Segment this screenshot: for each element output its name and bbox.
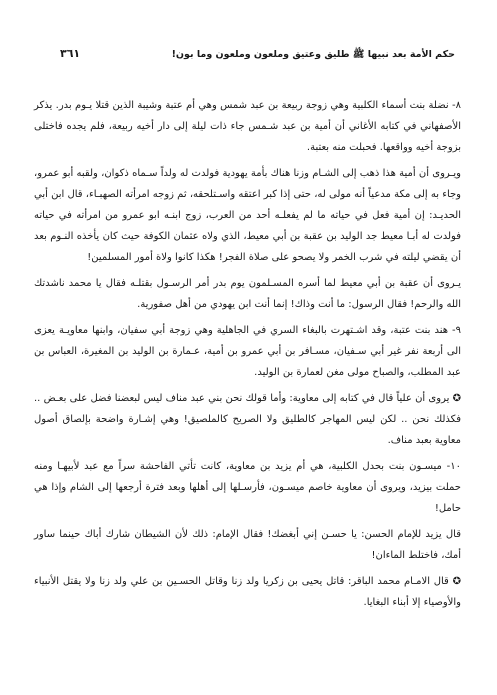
paragraph-8: ٨- نضلة بنت أسماء الكلبية وهي زوجة ربيعة بن عبد شمس وهي أم عتبة وشيبة الذين قتلا يـوم بدر. يذكر الأصفهاني في كتابه الأغاني أن أمية بن عبد شـمس جاء ذات ليلة إلى دار أخيه ربيعة، فلم يجده فاختلى بزوجة أخيه وواقعها. فحبلت منه بعتبة. — [34, 100, 461, 153]
paragraph-uqba: يـروى أن عقبة بن أبي معيط لما أسره المسـلمون يوم بدر أمر الرسـول بقتلـه فقال يا محمد ناشدتك الله والرحم! فقال الرسول: ما أنت وذاك! إنما أنت ابن يهودي من أهل صفورية. — [34, 278, 461, 310]
paragraph-9: ٩- هند بنت عتبة، وقد اشـتهرت بالبغاء السري في الجاهلية وهي زوجة أبي سفيان، وابنها معاويـة يعزى الى أربعة نفر غير أبي سـفيان، مسـافر بن أبي عمرو بن أمية، عـمارة بن الوليد بن المغيرة، العباس بن عبد المطلب، والصباح مولى مغن لعمارة بن الوليد. — [34, 325, 461, 378]
page-number: ٣٦١ — [60, 47, 81, 60]
running-header — [60, 47, 455, 63]
body-text — [34, 95, 461, 618]
paragraph-8-continued: ويـروى أن أمية هذا ذهب إلى الشـام وزنا هناك بأمة يهودية فولدت له ولداً سـماه ذكوان، ولقبه أبو عمرو، وجاء به إلى مكة مدعياً أنه مولى له، حتى إذا كبر اعتقه واسـتلحقه، ثم زوجه امرأته الصهبـاء، قال ابن أبي الحديـد: إن أمية فعل في حياته ما لم يفعلـه أحد من العرب، زوج ابنـه ابو عمرو من امرأته في حياته فولدت له أبـا معيط جد الوليد بن عقبة بن أبي معيط، الذي ولاه عثمان الكوفة حيث كان يأخذه النـوم بعد أن يقضي ليلته في شرب الخمر ولا يصحو على صلاة الفجر! هكذا كانوا ولاة أمور المسلمين! — [34, 168, 461, 263]
paragraph-yazid: قال يزيد للإمام الحسن: يا حسـن إني أبغضك! فقال الإمام: ذلك لأن الشيطان شارك أباك حينما ساور أمك، فاختلط الماءان! — [34, 529, 461, 561]
paragraph-10: ١٠- ميسـون بنت بحدل الكلبية، هي أم يزيد بن معاوية، كانت تأتي الفاحشة سراً مع عبد لأبيهـا ومنه حملت بيزيد، ويروى أن معاوية خاصم ميسـون، فأرسـلها إلى أهلها وبعد فترة أرجعها إلى الشام وإذا هي حامل! — [34, 461, 461, 514]
paragraph-baqir: ✪ قال الامـام محمد الباقر: قاتل يحيى بن زكريا ولد زنا وقاتل الحسـين بن علي ولد زنا ولا يقتل الأنبياء والأوصياء إلا أبناء البغايا. — [34, 576, 461, 608]
header-title: حكم الأمة بعد نبيها ﷺ طليق وعتيق وملعون وملعون وما بون! — [171, 49, 455, 60]
paragraph-ali-letter: ✪ يروى أن علياً قال في كتابه إلى معاوية: وأما قولك نحن بني عبد مناف ليس لبعضنا فضل على بعـض .. فكذلك نحن .. لكن ليس المهاجر كالطليق ولا الصريح كالملصيق! وهي إشـارة واضحة بإلصاق أصول معاوية بعبد مناف. — [34, 393, 461, 446]
